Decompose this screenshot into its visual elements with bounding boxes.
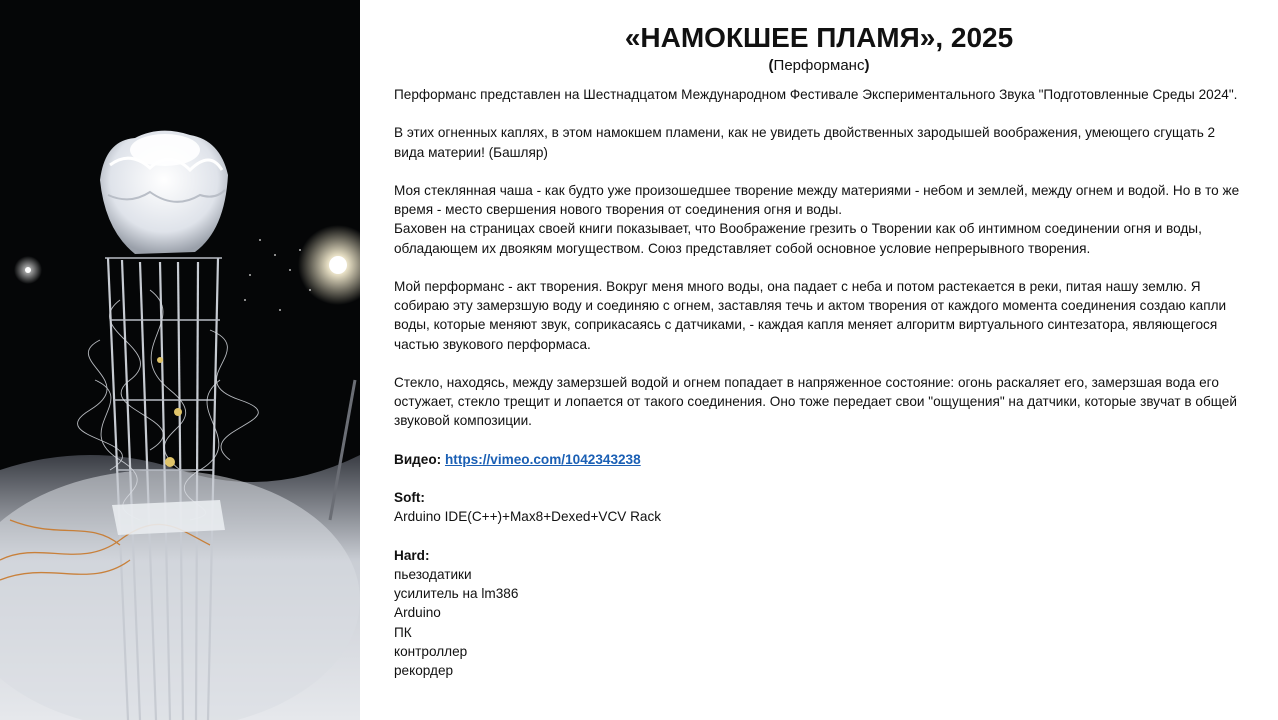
description-panel	[394, 20, 1244, 680]
hard-item: Arduino	[394, 605, 441, 621]
paragraph-glass-bowl: Моя стеклянная чаша - как будто уже произошедшее творение между материями - небом и землей, между огнем и водой. Но в то же время - место свершения нового творения от соединения огня и воды.	[394, 182, 1240, 218]
paragraph-glass-tension: Стекло, находясь, между замерзшей водой и огнем попадает в напряженное состояние: огонь раскаляет его, замерзшая вода его остужает, стекло трещит и лопается от такого соединения. Оно тоже передает свои "ощущения" на датчики, которые звучат в общей звуковой композиции.	[394, 374, 1237, 429]
hard-item: ПК	[394, 624, 412, 640]
paragraph-bachofen: Баховен на страницах своей книги показывает, что Воображение грезить о Творении как об интимном соединении огня и воды, обладающем их двоякям могуществом. Союз представляет собой основное условие непрерывного творения.	[394, 221, 1202, 256]
hard-label: Hard:	[394, 547, 430, 563]
hard-item: пьезодатики	[394, 566, 472, 582]
hard-item: рекордер	[394, 662, 454, 678]
subtitle-text: Перформанс	[773, 57, 865, 74]
page-title: «НАМОКШЕЕ ПЛАМЯ», 2025	[624, 22, 1014, 53]
video-row	[394, 450, 1244, 469]
video-link[interactable]: https://vimeo.com/1042343238	[444, 451, 641, 467]
hard-section	[394, 546, 1244, 680]
hard-item: контроллер	[394, 643, 468, 659]
paragraph-performance-act: Мой перформанс - акт творения. Вокруг меня много воды, она падает с неба и потом растекается в реки, питая нашу землю. Я собираю эту замерзшую воду и соединяю с огнем, заставляя течь и актом творения от каждого момента соединения создаю капли воды, которые меняют звук, соприкасаясь с датчиками, - каждая капля меняет алгоритм виртуального синтезатора, являющегося частью звукового перформаса.	[394, 278, 1227, 352]
paragraph-festival: Перформанс представлен на Шестнадцатом Международном Фестивале Экспериментального Звука "Подготовленные Среды 2024".	[394, 87, 1238, 102]
page-subtitle	[394, 56, 1244, 76]
subtitle-close-paren: )	[864, 57, 870, 74]
paragraph-bachelard-quote: В этих огненных каплях, в этом намокшем пламени, как не увидеть двойственных зародышей воображения, умеющего сгущать 2 вида материи! (Башляр)	[394, 125, 1216, 160]
soft-value: Arduino IDE(C++)+Max8+Dexed+VCV Rack	[394, 509, 662, 525]
ice-sculpture-photo	[0, 0, 360, 720]
hard-item: усилитель на lm386	[394, 586, 519, 602]
soft-label: Soft:	[394, 490, 425, 506]
video-label: Видео:	[394, 451, 442, 467]
performance-photo	[0, 0, 360, 720]
soft-section	[394, 488, 1244, 526]
subtitle-open-paren: (	[768, 57, 774, 74]
